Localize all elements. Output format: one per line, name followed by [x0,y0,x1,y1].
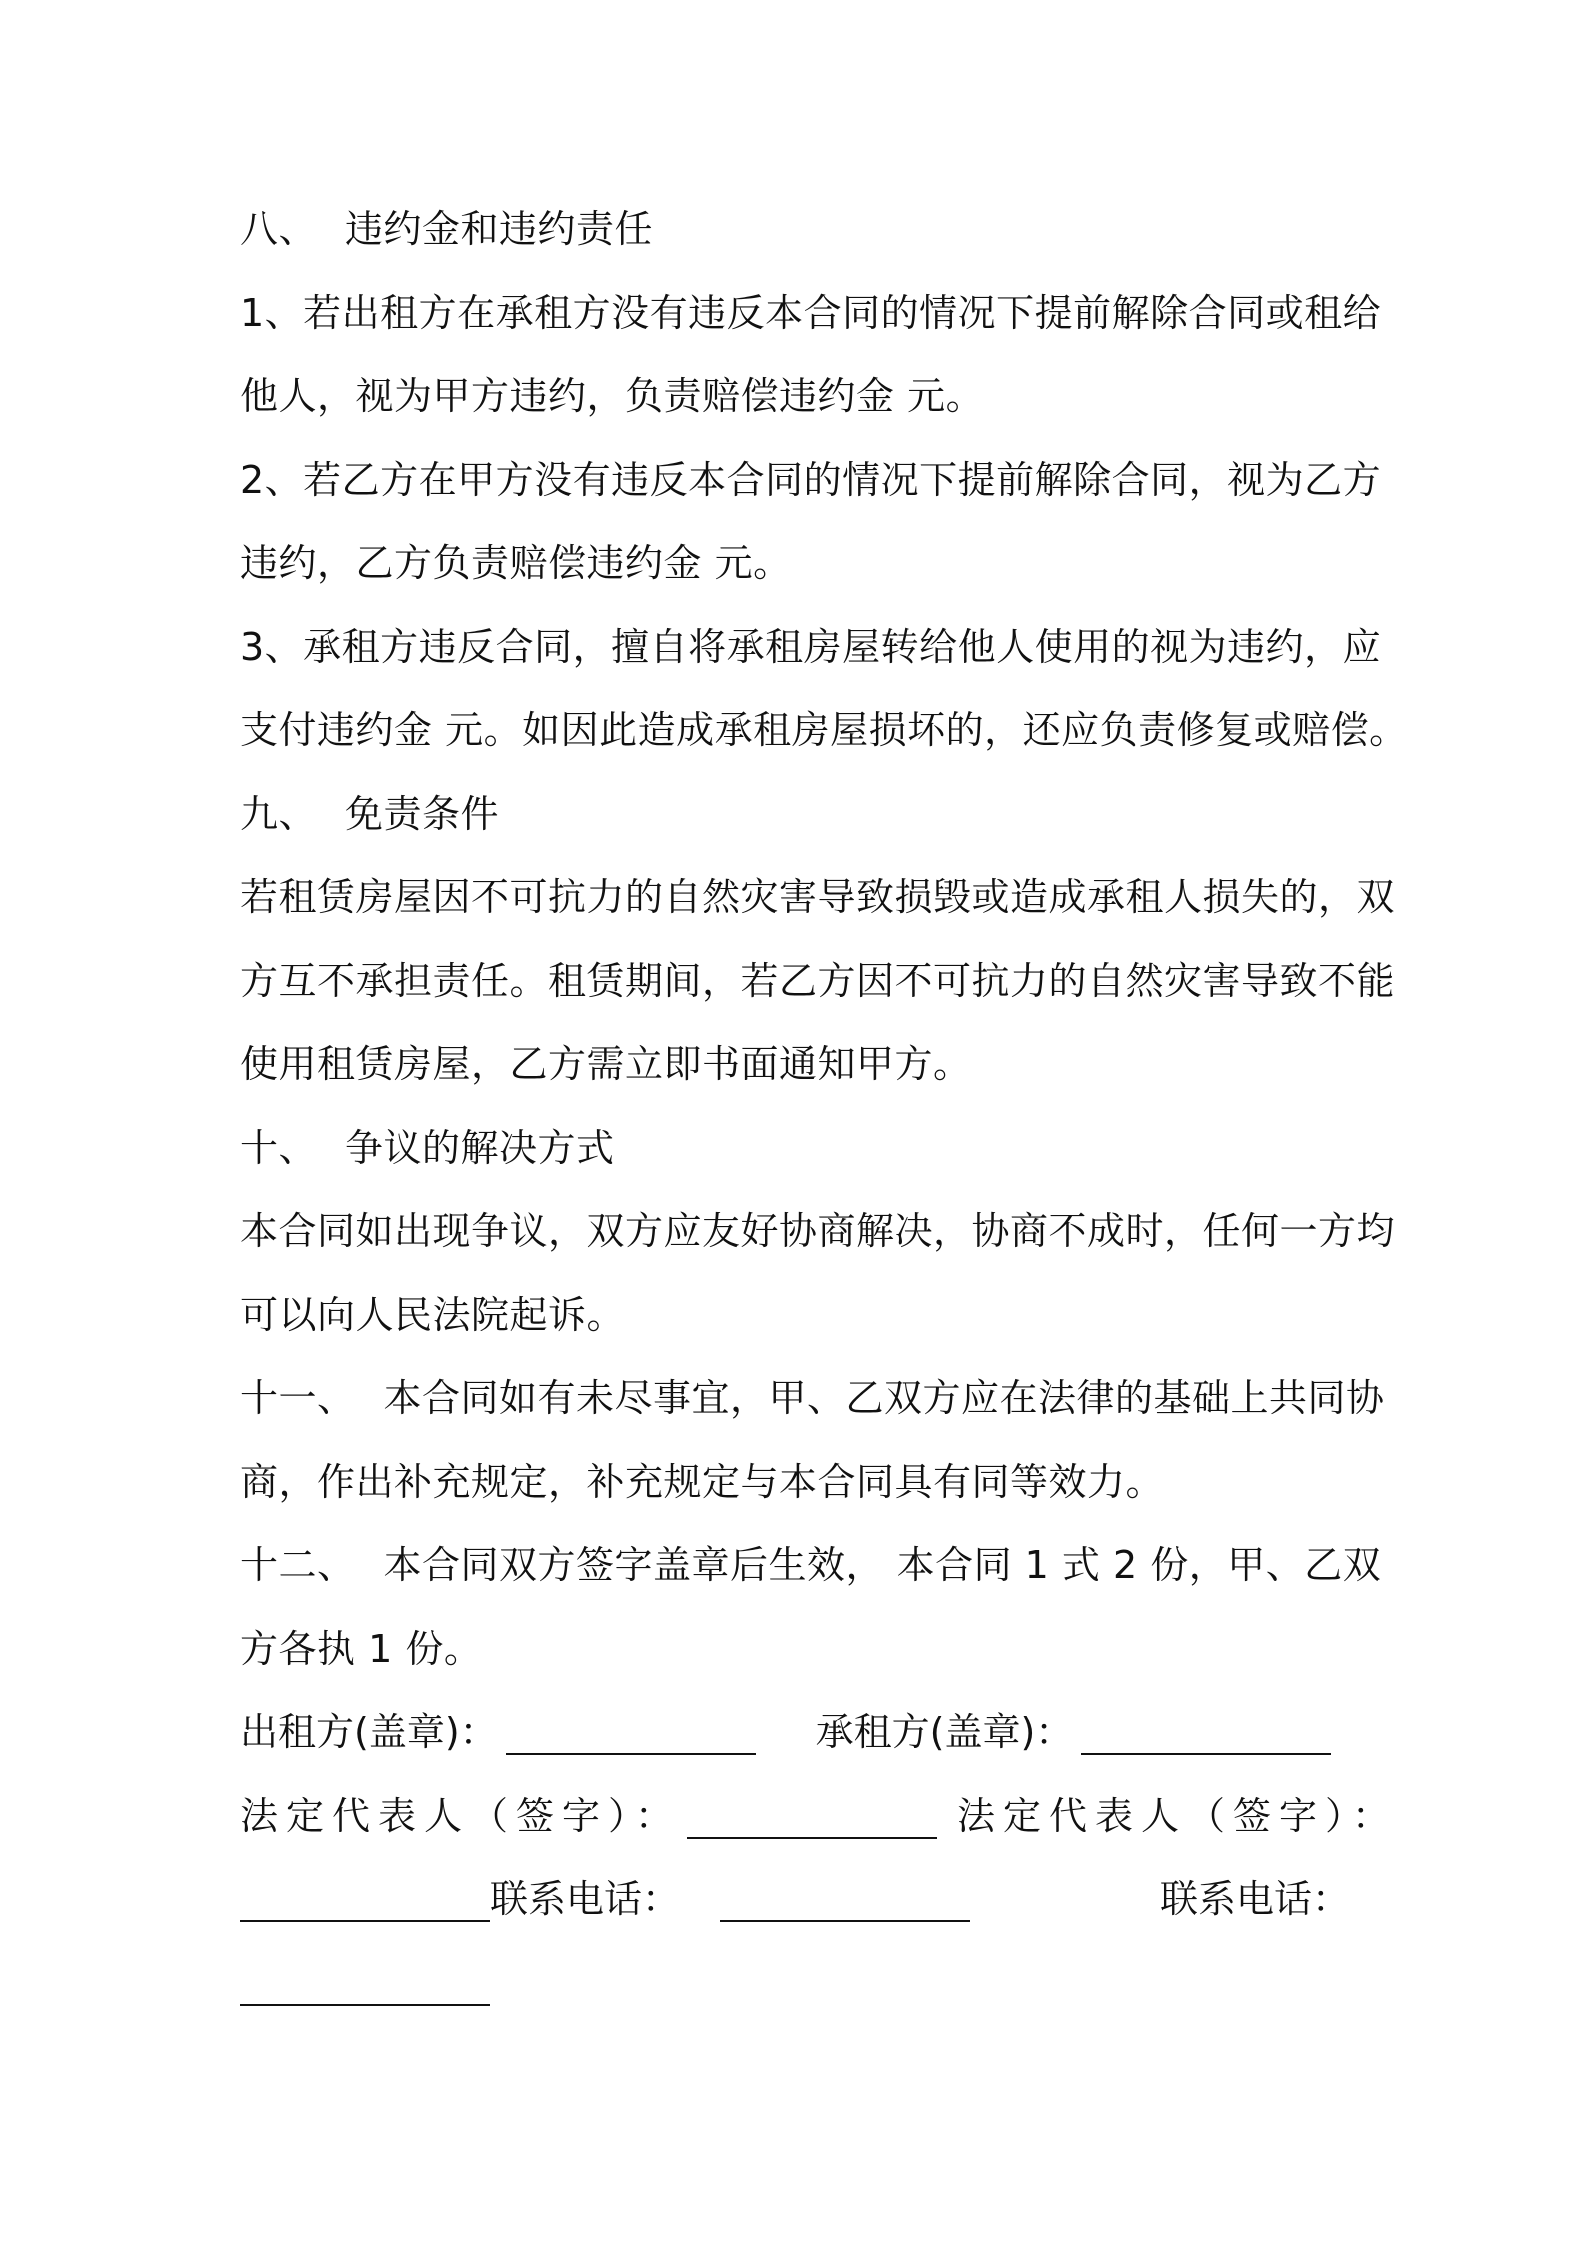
clause-text: 本合同双方签字盖章后生效， 本合同 1 式 2 份，甲、乙双 [383,1543,1382,1587]
section-12-line-1 [240,1542,1381,1588]
clause-9-line-1: 若租赁房屋因不可抗力的自然灾害导致损毁或造成承租人损失的，双 [240,875,1396,919]
signature-row-phone [240,1876,1350,1922]
legal-rep-2-blank[interactable] [240,1884,490,1922]
clause-8-2-line-2: 违约，乙方负责赔偿违约金 元。 [240,541,792,585]
clause-8-3-line-1: 3、承租方违反合同，擅自将承租房屋转给他人使用的视为违约，应 [240,625,1382,669]
section-9-heading [240,791,499,837]
clause-10-line-2: 可以向人民法院起诉。 [240,1293,626,1337]
clause-8-1-line-2: 他人，视为甲方违约，负责赔偿违约金 元。 [240,374,985,418]
section-8-heading [240,206,653,252]
clause-8-3-line-2: 支付违约金 元。如因此造成承租房屋损坏的，还应负责修复或赔偿。 [240,708,1408,752]
section-number: 十二、 [240,1543,356,1587]
legal-rep-1-label: 法定代表人（签字）： [240,1794,682,1838]
section-11-line-1 [240,1375,1385,1421]
signature-row-seal [240,1709,1331,1755]
signature-row-phone-2-blank [240,1960,490,2006]
section-number: 十、 [240,1126,318,1170]
phone-1-label: 联系电话： [490,1877,681,1921]
phone-2-blank[interactable] [240,1968,490,2006]
section-number: 八、 [240,207,318,251]
section-title: 争议的解决方式 [345,1126,615,1170]
lessee-seal-blank[interactable] [1081,1717,1331,1755]
section-12-line-2: 方各执 1 份。 [240,1627,483,1671]
clause-8-1-line-1: 1、若出租方在承租方没有违反本合同的情况下提前解除合同或租给 [240,291,1382,335]
lessee-seal-label: 承租方(盖章)： [815,1710,1074,1754]
lessor-seal-blank[interactable] [506,1717,756,1755]
clause-8-2-line-1: 2、若乙方在甲方没有违反本合同的情况下提前解除合同，视为乙方 [240,458,1382,502]
clause-text: 本合同如有未尽事宜，甲、乙双方应在法律的基础上共同协 [383,1376,1385,1420]
clause-9-line-2: 方互不承担责任。租赁期间，若乙方因不可抗力的自然灾害导致不能 [240,959,1396,1003]
legal-rep-2-label: 法定代表人（签字）： [957,1794,1399,1838]
phone-2-label: 联系电话： [1160,1877,1351,1921]
lessor-seal-label: 出租方(盖章)： [240,1710,498,1754]
section-title: 违约金和违约责任 [345,207,654,251]
clause-9-line-3: 使用租赁房屋，乙方需立即书面通知甲方。 [240,1042,972,1086]
section-title: 免责条件 [345,792,500,836]
signature-row-legal-rep [240,1793,1398,1839]
legal-rep-1-blank[interactable] [687,1801,937,1839]
clause-10-line-1: 本合同如出现争议，双方应友好协商解决，协商不成时，任何一方均 [240,1209,1396,1253]
section-11-line-2: 商，作出补充规定，补充规定与本合同具有同等效力。 [240,1460,1165,1504]
phone-1-blank[interactable] [720,1884,970,1922]
section-number: 九、 [240,792,318,836]
section-10-heading [240,1125,615,1171]
section-number: 十一、 [240,1376,356,1420]
